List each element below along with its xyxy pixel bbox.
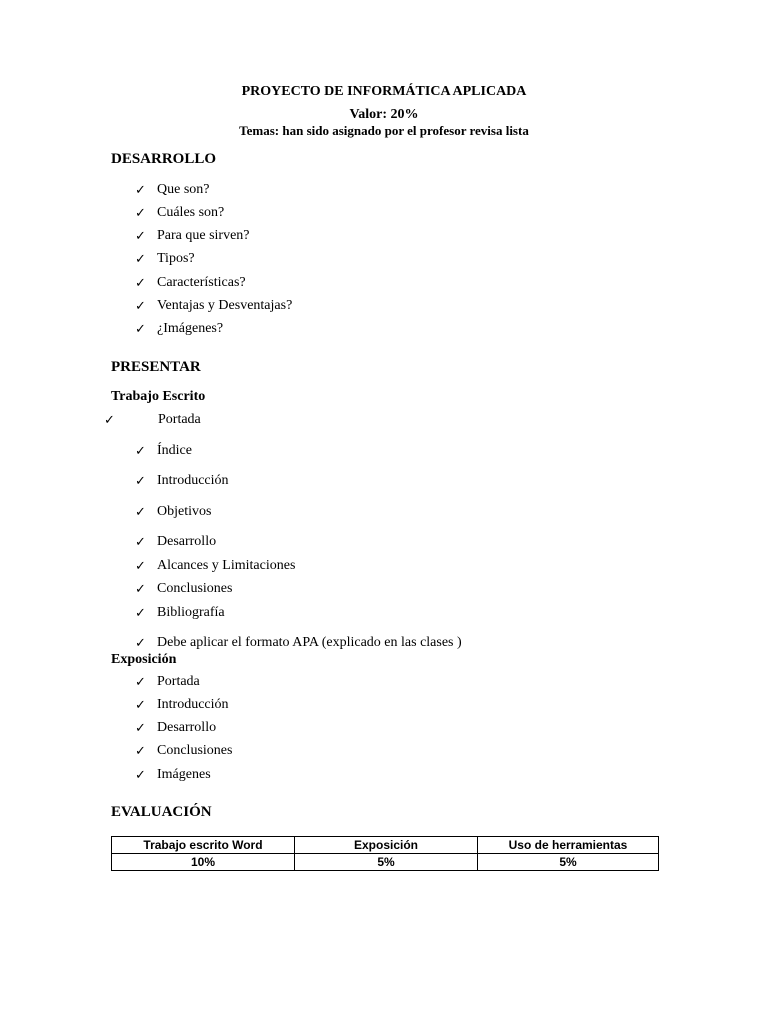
- section-heading-evaluacion: EVALUACIÓN: [111, 804, 212, 820]
- list-item: Tipos?: [157, 251, 195, 266]
- table-row: [112, 854, 659, 871]
- table-header-row: [112, 837, 659, 854]
- checkmark-icon: ✓: [135, 698, 146, 713]
- table-header-cell: Trabajo escrito Word: [112, 837, 295, 854]
- checkmark-icon: ✓: [135, 276, 146, 291]
- list-item: Que son?: [157, 182, 210, 197]
- list-item: Bibliografía: [157, 605, 225, 620]
- list-item: Objetivos: [157, 504, 212, 519]
- checkmark-icon: ✓: [135, 559, 146, 574]
- checkmark-icon: ✓: [135, 322, 146, 337]
- checkmark-icon: ✓: [135, 505, 146, 520]
- checkmark-icon: ✓: [135, 206, 146, 221]
- checkmark-icon: ✓: [135, 582, 146, 597]
- list-item: Conclusiones: [157, 581, 233, 596]
- checkmark-icon: ✓: [135, 535, 146, 550]
- table-header-cell: Uso de herramientas: [478, 837, 659, 854]
- table-cell: 5%: [478, 854, 659, 871]
- table-cell: 10%: [112, 854, 295, 871]
- checkmark-icon: ✓: [135, 606, 146, 621]
- list-item: Introducción: [157, 697, 229, 712]
- checkmark-icon: ✓: [135, 183, 146, 198]
- evaluation-table: [111, 836, 659, 871]
- list-item: Introducción: [157, 473, 229, 488]
- checkmark-icon: ✓: [104, 413, 115, 428]
- list-item: Índice: [157, 443, 192, 458]
- checkmark-icon: ✓: [135, 299, 146, 314]
- list-item: Portada: [158, 412, 201, 427]
- checkmark-icon: ✓: [135, 444, 146, 459]
- document-topics: Temas: han sido asignado por el profesor revisa lista: [239, 123, 529, 138]
- section-heading-desarrollo: DESARROLLO: [111, 151, 217, 167]
- list-item: Debe aplicar el formato APA (explicado en las clases ): [157, 635, 462, 650]
- checkmark-icon: ✓: [135, 721, 146, 736]
- checkmark-icon: ✓: [135, 229, 146, 244]
- document-value: Valor: 20%: [349, 107, 419, 122]
- list-item: Conclusiones: [157, 743, 233, 758]
- table-cell: 5%: [295, 854, 478, 871]
- document-title: PROYECTO DE INFORMÁTICA APLICADA: [241, 84, 527, 99]
- list-item: Cuáles son?: [157, 205, 225, 220]
- checkmark-icon: ✓: [135, 675, 146, 690]
- checkmark-icon: ✓: [135, 744, 146, 759]
- checkmark-icon: ✓: [135, 768, 146, 783]
- list-item: Portada: [157, 674, 200, 689]
- list-item: Para que sirven?: [157, 228, 250, 243]
- checkmark-icon: ✓: [135, 636, 146, 651]
- subsection-heading-exposicion: Exposición: [111, 652, 177, 667]
- list-item: ¿Imágenes?: [157, 321, 224, 336]
- list-item: Ventajas y Desventajas?: [157, 298, 293, 313]
- list-item: Características?: [157, 275, 246, 290]
- subsection-heading-trabajo-escrito: Trabajo Escrito: [111, 389, 206, 404]
- list-item: Desarrollo: [157, 720, 217, 735]
- checkmark-icon: ✓: [135, 474, 146, 489]
- list-item: Imágenes: [157, 767, 211, 782]
- list-item: Alcances y Limitaciones: [157, 558, 296, 573]
- list-item: Desarrollo: [157, 534, 217, 549]
- table-header-cell: Exposición: [295, 837, 478, 854]
- checkmark-icon: ✓: [135, 252, 146, 267]
- section-heading-presentar: PRESENTAR: [111, 359, 201, 375]
